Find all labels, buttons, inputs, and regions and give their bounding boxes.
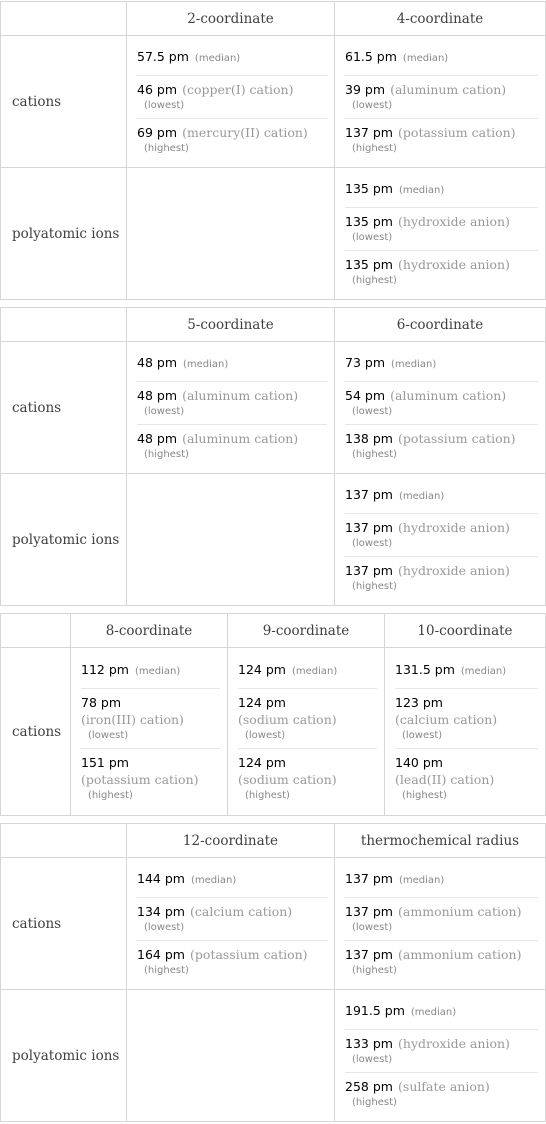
corner-cell [1, 614, 71, 648]
highest-entry: 69 pm (mercury(II) cation) (highest) [137, 124, 308, 154]
data-cell [335, 168, 546, 300]
data-cell [228, 648, 385, 816]
highest-entry: 137 pm (hydroxide anion) (highest) [345, 562, 510, 592]
highest-entry: 140 pm (lead(II) cation) (highest) [395, 754, 495, 801]
row-label: polyatomic ions [1, 990, 127, 1122]
highest-entry: 124 pm (sodium cation) (highest) [238, 754, 337, 801]
data-cell [335, 474, 546, 606]
column-header: 4-coordinate [335, 2, 546, 36]
empty-cell [127, 168, 335, 300]
median-entry: 137 pm (median) [345, 865, 538, 898]
empty-cell [127, 990, 335, 1122]
column-header: 5-coordinate [127, 308, 335, 342]
lowest-entry: 78 pm (iron(III) cation) (lowest) [81, 689, 220, 749]
row-label: cations [1, 858, 127, 990]
ionic-radius-table-1 [0, 1, 546, 300]
ionic-radius-table-3 [0, 613, 546, 816]
empty-cell [127, 474, 335, 606]
median-entry: 48 pm (median) [137, 349, 327, 382]
highest-entry: 138 pm (potassium cation) (highest) [345, 430, 516, 460]
median-entry: 112 pm (median) [81, 656, 220, 689]
median-entry: 73 pm (median) [345, 349, 538, 382]
highest-entry: 135 pm (hydroxide anion) (highest) [345, 256, 510, 286]
data-cell [71, 648, 228, 816]
data-cell [385, 648, 546, 816]
lowest-entry: 135 pm (hydroxide anion) (lowest) [345, 208, 538, 251]
lowest-entry: 46 pm (copper(I) cation) (lowest) [137, 76, 327, 119]
lowest-entry: 124 pm (sodium cation) (lowest) [238, 689, 377, 749]
data-cell [127, 36, 335, 168]
median-entry: 131.5 pm (median) [395, 656, 538, 689]
median-entry: 144 pm (median) [137, 865, 327, 898]
lowest-entry: 137 pm (ammonium cation) (lowest) [345, 898, 538, 941]
data-cell [335, 858, 546, 990]
column-header: thermochemical radius [335, 824, 546, 858]
lowest-entry: 39 pm (aluminum cation) (lowest) [345, 76, 538, 119]
highest-entry: 164 pm (potassium cation) (highest) [137, 946, 308, 976]
highest-entry: 137 pm (ammonium cation) (highest) [345, 946, 522, 976]
corner-cell [1, 2, 127, 36]
lowest-entry: 123 pm (calcium cation) (lowest) [395, 689, 538, 749]
lowest-entry: 133 pm (hydroxide anion) (lowest) [345, 1030, 538, 1073]
column-header: 12-coordinate [127, 824, 335, 858]
median-entry: 61.5 pm (median) [345, 43, 538, 76]
lowest-entry: 54 pm (aluminum cation) (lowest) [345, 382, 538, 425]
row-label: cations [1, 342, 127, 474]
data-cell [127, 342, 335, 474]
column-header: 9-coordinate [228, 614, 385, 648]
highest-entry: 48 pm (aluminum cation) (highest) [137, 430, 299, 460]
column-header: 2-coordinate [127, 2, 335, 36]
row-label: cations [1, 648, 71, 816]
corner-cell [1, 824, 127, 858]
lowest-entry: 48 pm (aluminum cation) (lowest) [137, 382, 327, 425]
column-header: 8-coordinate [71, 614, 228, 648]
data-cell [335, 342, 546, 474]
highest-entry: 258 pm (sulfate anion) (highest) [345, 1078, 490, 1108]
median-entry: 191.5 pm (median) [345, 997, 538, 1030]
median-entry: 137 pm (median) [345, 481, 538, 514]
median-entry: 124 pm (median) [238, 656, 377, 689]
median-entry: 135 pm (median) [345, 175, 538, 208]
column-header: 6-coordinate [335, 308, 546, 342]
ionic-radius-table-4 [0, 823, 546, 1122]
highest-entry: 151 pm (potassium cation) (highest) [81, 754, 199, 801]
row-label: polyatomic ions [1, 168, 127, 300]
row-label: polyatomic ions [1, 474, 127, 606]
median-entry: 57.5 pm (median) [137, 43, 327, 76]
corner-cell [1, 308, 127, 342]
ionic-radius-table-2 [0, 307, 546, 606]
lowest-entry: 137 pm (hydroxide anion) (lowest) [345, 514, 538, 557]
data-cell [127, 858, 335, 990]
row-label: cations [1, 36, 127, 168]
lowest-entry: 134 pm (calcium cation) (lowest) [137, 898, 327, 941]
data-cell [335, 990, 546, 1122]
column-header: 10-coordinate [385, 614, 546, 648]
highest-entry: 137 pm (potassium cation) (highest) [345, 124, 516, 154]
data-cell [335, 36, 546, 168]
